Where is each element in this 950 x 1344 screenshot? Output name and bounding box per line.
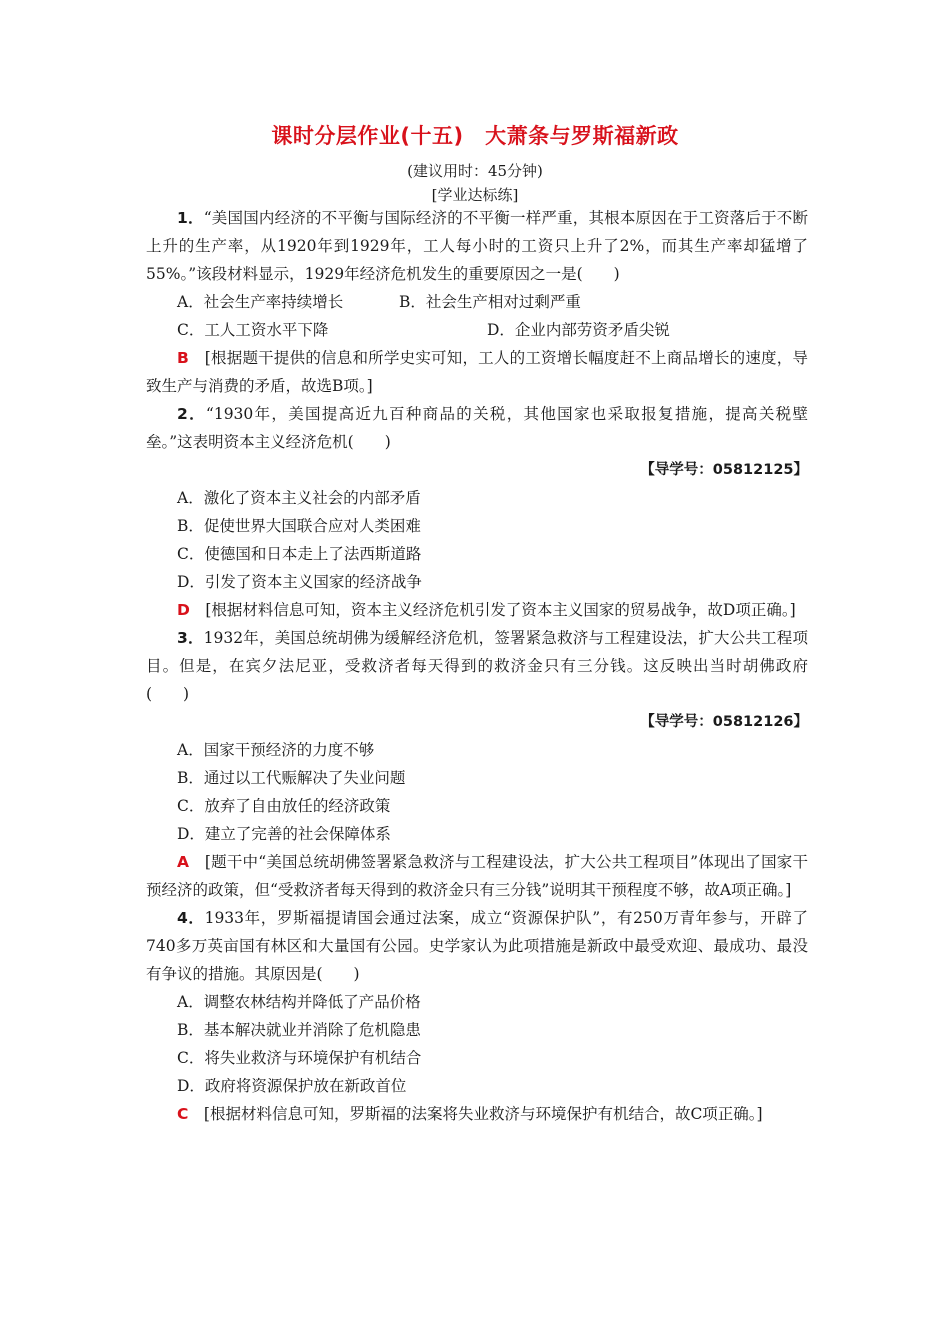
option-a: A．调整农林结构并降低了产品价格 bbox=[177, 993, 421, 1011]
option-c: C．放弃了自由放任的经济政策 bbox=[177, 797, 391, 815]
suggested-time: (建议用时：45分钟) bbox=[407, 162, 543, 180]
question-stem: 2．“1930年，美国提高近九百种商品的关税，其他国家也采取报复措施，提高关税壁垒。”这表明资本主义经济危机( ) bbox=[146, 405, 808, 451]
answer-letter: B bbox=[177, 349, 189, 367]
option-row bbox=[146, 288, 808, 316]
answer-letter: C bbox=[177, 1105, 189, 1123]
question-number: 3． bbox=[177, 629, 204, 647]
option-b: B．社会生产相对过剩严重 bbox=[399, 293, 581, 311]
answer-letter: A bbox=[177, 853, 189, 871]
option-b: B．促使世界大国联合应对人类困难 bbox=[177, 517, 421, 535]
option-row bbox=[146, 316, 808, 344]
question-3 bbox=[146, 624, 808, 904]
answer-explanation: D [根据材料信息可知，资本主义经济危机引发了资本主义国家的贸易战争，故D项正确。] bbox=[177, 601, 796, 619]
page-title: 课时分层作业(十五) 大萧条与罗斯福新政 bbox=[271, 124, 679, 148]
question-1 bbox=[146, 204, 808, 400]
answer-letter: D bbox=[177, 601, 190, 619]
question-stem: 4．1933年，罗斯福提请国会通过法案，成立“资源保护队”，有250万青年参与，开辟了740多万英亩国有林区和大量国有公园。史学家认为此项措施是新政中最受欢迎、最成功、最没有争议的措施。其原因是( ) bbox=[146, 909, 808, 983]
question-number: 1． bbox=[177, 209, 204, 227]
question-list bbox=[146, 204, 808, 1128]
option-d: D．引发了资本主义国家的经济战争 bbox=[177, 573, 422, 591]
guide-number: 【导学号：05812126】 bbox=[640, 714, 808, 730]
option-b: B．通过以工代赈解决了失业问题 bbox=[177, 769, 406, 787]
option-b: B．基本解决就业并消除了危机隐患 bbox=[177, 1021, 421, 1039]
question-number: 4． bbox=[177, 909, 205, 927]
option-c: C．工人工资水平下降 bbox=[177, 321, 329, 339]
section-label: [学业达标练] bbox=[431, 186, 519, 204]
guide-number: 【导学号：05812125】 bbox=[640, 462, 808, 478]
question-number: 2． bbox=[177, 405, 206, 423]
answer-explanation: C [根据材料信息可知，罗斯福的法案将失业救济与环境保护有机结合，故C项正确。] bbox=[177, 1105, 763, 1123]
option-c: C．使德国和日本走上了法西斯道路 bbox=[177, 545, 422, 563]
option-c: C．将失业救济与环境保护有机结合 bbox=[177, 1049, 422, 1067]
option-a: A．激化了资本主义社会的内部矛盾 bbox=[177, 489, 421, 507]
option-d: D．建立了完善的社会保障体系 bbox=[177, 825, 391, 843]
question-stem: 3．1932年，美国总统胡佛为缓解经济危机，签署紧急救济与工程建设法，扩大公共工程项目。但是，在宾夕法尼亚，受救济者每天得到的救济金只有三分钱。这反映出当时胡佛政府( ) bbox=[146, 629, 808, 703]
option-d: D．企业内部劳资矛盾尖锐 bbox=[487, 321, 670, 339]
answer-explanation: B [根据题干提供的信息和所学史实可知，工人的工资增长幅度赶不上商品增长的速度，导致生产与消费的矛盾，故选B项。] bbox=[146, 349, 808, 395]
option-a: A．国家干预经济的力度不够 bbox=[177, 741, 375, 759]
question-stem: 1．“美国国内经济的不平衡与国际经济的不平衡一样严重，其根本原因在于工资落后于不断上升的生产率，从1920年到1929年，工人每小时的工资只上升了2%，而其生产率却猛增了55%。”该段材料显示，1929年经济危机发生的重要原因之一是( ) bbox=[146, 209, 808, 283]
question-4 bbox=[146, 904, 808, 1128]
option-a: A．社会生产率持续增长 bbox=[177, 293, 344, 311]
answer-explanation: A [题干中“美国总统胡佛签署紧急救济与工程建设法，扩大公共工程项目”体现出了国家干预经济的政策，但“受救济者每天得到的救济金只有三分钱”说明其干预程度不够，故A项正确。] bbox=[146, 853, 808, 899]
question-2 bbox=[146, 400, 808, 624]
option-d: D．政府将资源保护放在新政首位 bbox=[177, 1077, 407, 1095]
